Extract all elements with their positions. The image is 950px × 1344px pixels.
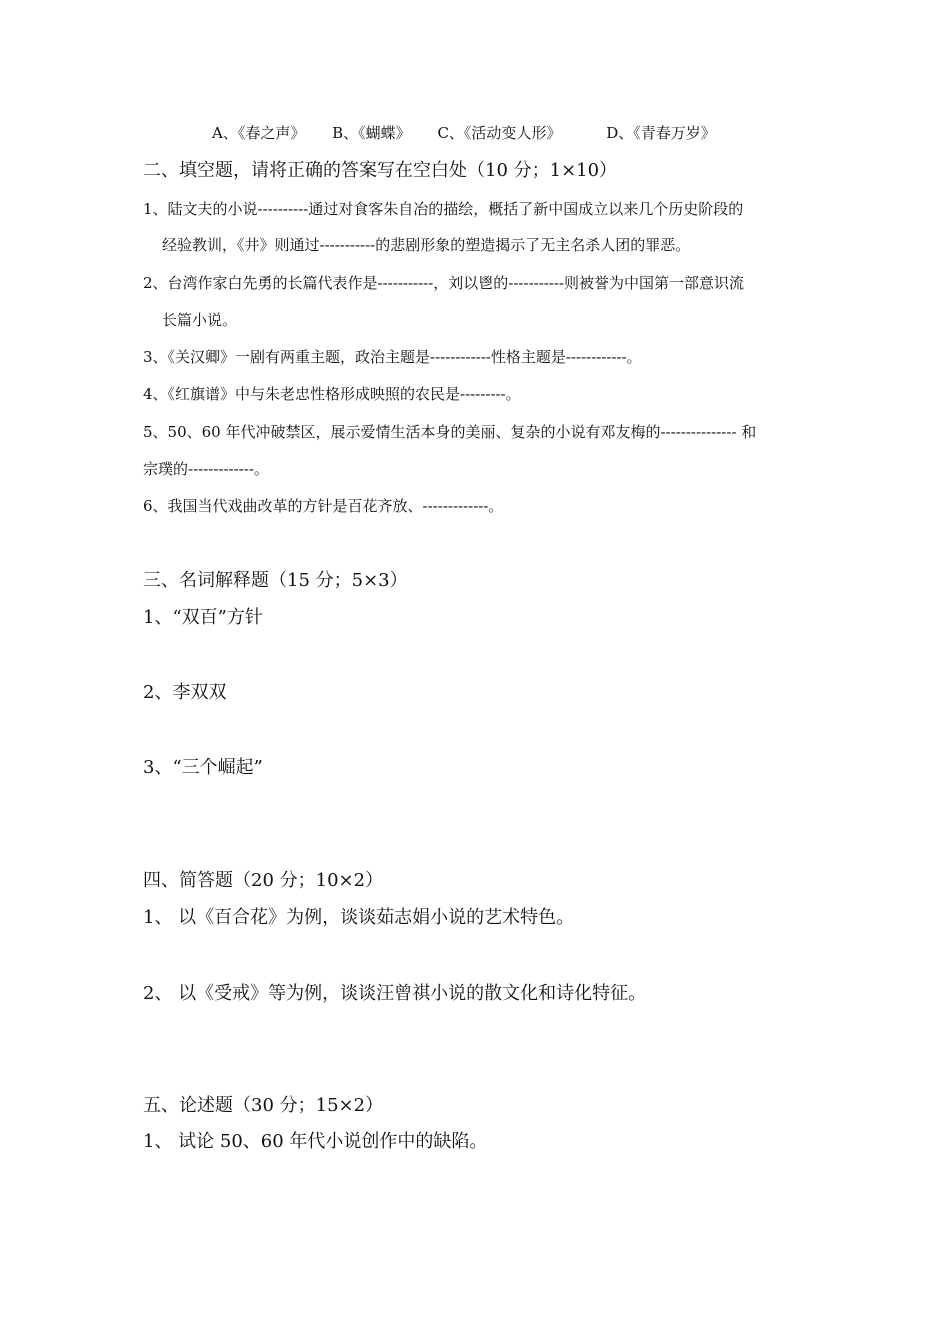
- essay-1: 1、 试论 50、60 年代小说创作中的缺陷。: [143, 1131, 488, 1152]
- term-item-1: 1、“双百”方针: [143, 607, 263, 628]
- option-d: D、《青春万岁》: [606, 124, 716, 142]
- q2-3: 3、《关汉卿》一剧有两重主题，政治主题是------------性格主题是------------。: [143, 348, 642, 366]
- section4-heading: 四、简答题（20 分；10×2）: [143, 870, 384, 891]
- q2-2-line1: 2、台湾作家白先勇的长篇代表作是-----------，刘以鬯的-----------则被誉为中国第一部意识流: [143, 274, 745, 292]
- option-c: C、《活动变人形》: [437, 124, 562, 142]
- option-a: A、《春之声》: [212, 124, 306, 142]
- section5-heading: 五、论述题（30 分；15×2）: [143, 1095, 384, 1116]
- option-b: B、《蝴蝶》: [332, 124, 411, 142]
- choice-options: [212, 124, 716, 142]
- q2-5-line2: 宗璞的-------------。: [143, 460, 269, 478]
- section2-heading: 二、填空题，请将正确的答案写在空白处（10 分；1×10）: [143, 160, 618, 181]
- section3-heading: 三、名词解释题（15 分；5×3）: [143, 570, 408, 591]
- short-answer-2: 2、 以《受戒》等为例，谈谈汪曾祺小说的散文化和诗化特征。: [143, 983, 647, 1004]
- term-item-2: 2、李双双: [143, 682, 227, 703]
- q2-6: 6、我国当代戏曲改革的方针是百花齐放、-------------。: [143, 497, 504, 515]
- q2-2-line2: 长篇小说。: [162, 311, 238, 329]
- q2-1-line1: 1、陆文夫的小说----------通过对食客朱自冶的描绘，概括了新中国成立以来几个历史阶段的: [143, 200, 744, 218]
- term-item-3: 3、“三个崛起”: [143, 757, 263, 778]
- q2-5-line1: 5、50、60 年代冲破禁区，展示爱情生活本身的美丽、复杂的小说有邓友梅的--------------- 和: [143, 423, 757, 441]
- q2-4: 4、《红旗谱》中与朱老忠性格形成映照的农民是---------。: [143, 385, 521, 403]
- q2-1-line2: 经验教训，《井》则通过-----------的悲剧形象的塑造揭示了无主名杀人团的罪恶。: [162, 236, 691, 254]
- short-answer-1: 1、 以《百合花》为例，谈谈茹志娟小说的艺术特色。: [143, 907, 575, 928]
